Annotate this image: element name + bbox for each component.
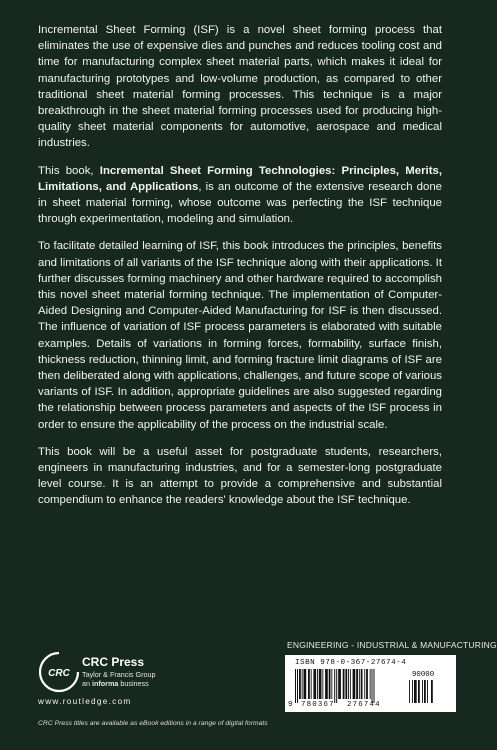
barcode-first-digit: 9 [288, 701, 293, 709]
barcode-bar [325, 669, 328, 699]
barcode-bar [356, 669, 358, 699]
publisher-group: Taylor & Francis Group [82, 670, 156, 679]
barcode-bar [322, 669, 323, 699]
barcode-bar [343, 669, 345, 699]
barcode-bar [353, 669, 356, 699]
logo-lettering: CRC [48, 668, 70, 679]
publisher-parent [82, 679, 149, 688]
ebook-footnote: CRC Press titles are available as eBook editions in a range of digital formats [38, 720, 268, 727]
barcode-bar [313, 669, 316, 699]
crc-press-logo-icon [38, 651, 80, 693]
barcode-bar [372, 669, 373, 703]
parent-brand: informa [92, 679, 119, 688]
addon-bar [422, 680, 423, 703]
barcode-bar [336, 669, 337, 703]
addon-bar [412, 680, 413, 703]
barcode-bar [364, 669, 365, 699]
book-title: Incremental Sheet Forming Technologies: Principles, Merits, Limitations, and Applications [38, 164, 442, 193]
barcode-bar [370, 669, 371, 699]
barcode-bar [366, 669, 368, 699]
barcode-left-digits: 780367 [301, 701, 335, 709]
barcode-bar [359, 669, 360, 699]
addon-bar [409, 680, 410, 703]
barcode-bar [329, 669, 331, 699]
parent-prefix: an [82, 679, 92, 688]
isbn-barcode [285, 655, 456, 712]
barcode-bar [299, 669, 301, 699]
description-paragraph-3: To facilitate detailed learning of ISF, this book introduces the principles, benefits and limitations of all variants of the ISF technique along with their applications. It further discusses forming machinery and other hardware required to accomplish this novel sheet material forming technique. The implementation of Computer-Aided Designing and Computer-Aided Manufacturing for ISF is then discussed. The influence of variation of ISF process parameters is elaborated with suitable examples. Details of variations in forming forces, formability, surface finish, thickness reduction, thinning limit, and forming fracture limit diagrams of ISF are then deliberated along with applications, challenges, and future scope of various variants of ISF. In addition, appropriate guidelines are also suggested regarding the relationship between process parameters and aspects of the ISF process in order to ensure the applicability of the process on the industrial scale. [38, 240, 443, 431]
barcode-bar [311, 669, 312, 699]
barcode-right-digits: 276744 [347, 701, 381, 709]
barcode-bar [302, 669, 303, 699]
barcode-bar [361, 669, 363, 699]
barcode-bar [348, 669, 349, 699]
addon-bar [424, 680, 426, 703]
addon-bar [414, 680, 417, 703]
description-paragraph-2 [38, 163, 442, 228]
back-cover-description [38, 22, 442, 520]
barcode-bar [331, 669, 332, 699]
barcode-bar [334, 669, 335, 703]
barcode-addon-number: 90000 [412, 671, 435, 679]
barcode-bar [374, 669, 375, 703]
addon-bar [427, 680, 428, 703]
paragraph-2-intro: This book, [38, 164, 100, 177]
description-paragraph-1: Incremental Sheet Forming (ISF) is a novel sheet forming process that eliminates the use of expensive dies and punches and reduces tooling cost and time for manufacturing complex sheet material parts, which makes it ideal for manufacturing prototypes and low-volume production, as compared to other traditional sheet material forming processes. This technique is a major breakthrough in the sheet material forming processes used for producing high-quality sheet material components for automotive, aerospace and medical industries. [38, 24, 442, 150]
description-paragraph-4: This book will be a useful asset for postgraduate students, researchers, engineers in manufacturing industries, and for a semester-long postgraduate level course. It is an attempt to provide a comprehensive and substantial compendium to enhance the readers' knowledge about the ISF technique. [38, 445, 442, 507]
barcode-bar [319, 669, 322, 699]
barcode-bar [304, 669, 307, 699]
isbn-label: ISBN 978-0-367-27674-4 [295, 659, 407, 667]
publisher-name: CRC Press [82, 655, 145, 669]
barcode-bar [308, 669, 310, 699]
barcode-bar [295, 669, 296, 703]
parent-suffix: business [118, 679, 149, 688]
publisher-website[interactable]: www.routledge.com [38, 697, 132, 706]
barcode-bar [345, 669, 347, 699]
addon-bar [418, 680, 420, 703]
paragraph-2-rest: , is an outcome of the extensive research done in sheet material forming, whose outcome was perfecting the ISF technique through experimentation, modeling and simulation. [38, 180, 442, 226]
barcode-bar [317, 669, 318, 699]
addon-bar [431, 680, 433, 703]
barcode-bar [350, 669, 351, 699]
barcode-bar [297, 669, 298, 703]
subject-category: ENGINEERING - INDUSTRIAL & MANUFACTURING [287, 640, 497, 650]
barcode-bar [338, 669, 341, 699]
